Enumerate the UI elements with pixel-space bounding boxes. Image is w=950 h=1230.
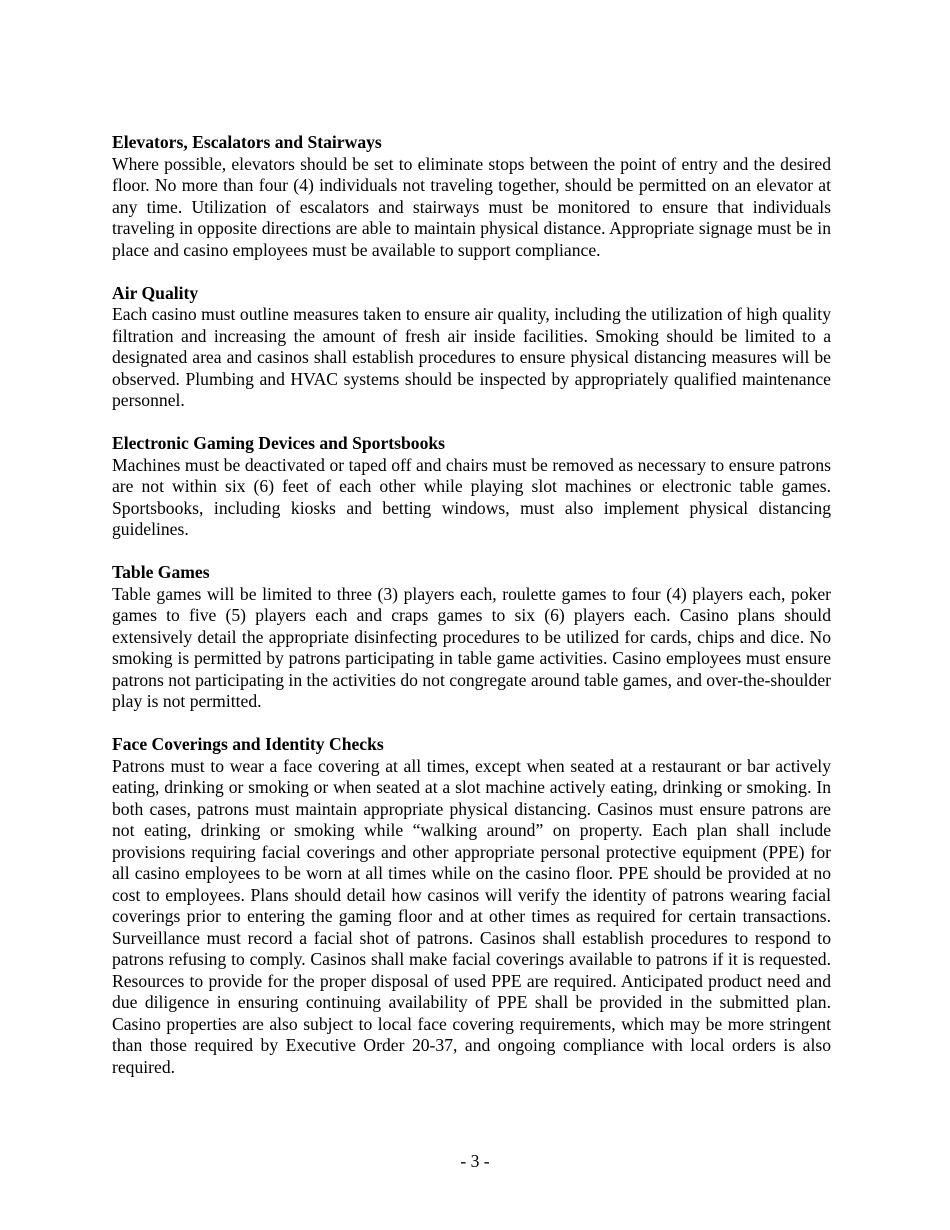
section-heading: Electronic Gaming Devices and Sportsbooks [112, 433, 445, 453]
section-body: Each casino must outline measures taken to ensure air quality, including the utilization of high quality filtration and increasing the amount of fresh air inside facilities. Smoking should be limited to a designated area and casinos shall establish procedures to ensure physical distancing measures will be observed. Plumbing and HVAC systems should be inspected by appropriately qualified maintenance personnel. [112, 304, 831, 410]
section-body: Patrons must to wear a face covering at all times, except when seated at a restaurant or bar actively eating, drinking or smoking or when seated at a slot machine actively eating, drinking or smoking. In both cases, patrons must maintain appropriate physical distancing. Casinos must ensure patrons are not eating, drinking or smoking while “walking around” on property. Each plan shall include provisions requiring facial coverings and other appropriate personal protective equipment (PPE) for all casino employees to be worn at all times while on the casino floor. PPE should be provided at no cost to employees. Plans should detail how casinos will verify the identity of patrons wearing facial coverings prior to entering the gaming floor and at other times as required for certain transactions. Surveillance must record a facial shot of patrons. Casinos shall establish procedures to respond to patrons refusing to comply. Casinos shall make facial coverings available to patrons if it is requested. Resources to provide for the proper disposal of used PPE are required. Anticipated product need and due diligence in ensuring continuing availability of PPE shall be provided in the submitted plan. Casino properties are also subject to local face covering requirements, which may be more stringent than those required by Executive Order 20-37, and ongoing compliance with local orders is also required. [112, 755, 831, 1077]
section-body: Machines must be deactivated or taped off and chairs must be removed as necessary to ensure patrons are not within six (6) feet of each other while playing slot machines or electronic table games. Sportsbooks, including kiosks and betting windows, must also implement physical distancing guidelines. [112, 454, 831, 539]
section-table-games [112, 562, 831, 713]
document-page [112, 132, 831, 1100]
section-face-coverings [112, 734, 831, 1078]
section-elevators [112, 132, 831, 261]
section-body: Table games will be limited to three (3) players each, roulette games to four (4) players each, poker games to five (5) players each and craps games to six (6) players each. Casino plans should extensively detail the appropriate disinfecting procedures to be utilized for cards, chips and dice. No smoking is permitted by patrons participating in table game activities. Casino employees must ensure patrons not participating in the activities do not congregate around table games, and over-the-shoulder play is not permitted. [112, 583, 831, 711]
section-body: Where possible, elevators should be set to eliminate stops between the point of entry and the desired floor. No more than four (4) individuals not traveling together, should be permitted on an elevator at any time. Utilization of escalators and stairways must be monitored to ensure that individuals traveling in opposite directions are able to maintain physical distance. Appropriate signage must be in place and casino employees must be available to support compliance. [112, 153, 831, 260]
section-heading: Table Games [112, 562, 210, 582]
section-heading: Face Coverings and Identity Checks [112, 734, 384, 754]
section-heading: Air Quality [112, 282, 199, 303]
section-electronic-gaming [112, 433, 831, 541]
section-air-quality [112, 283, 831, 412]
section-heading: Elevators, Escalators and Stairways [112, 132, 382, 152]
page-number: - 3 - [460, 1151, 490, 1171]
